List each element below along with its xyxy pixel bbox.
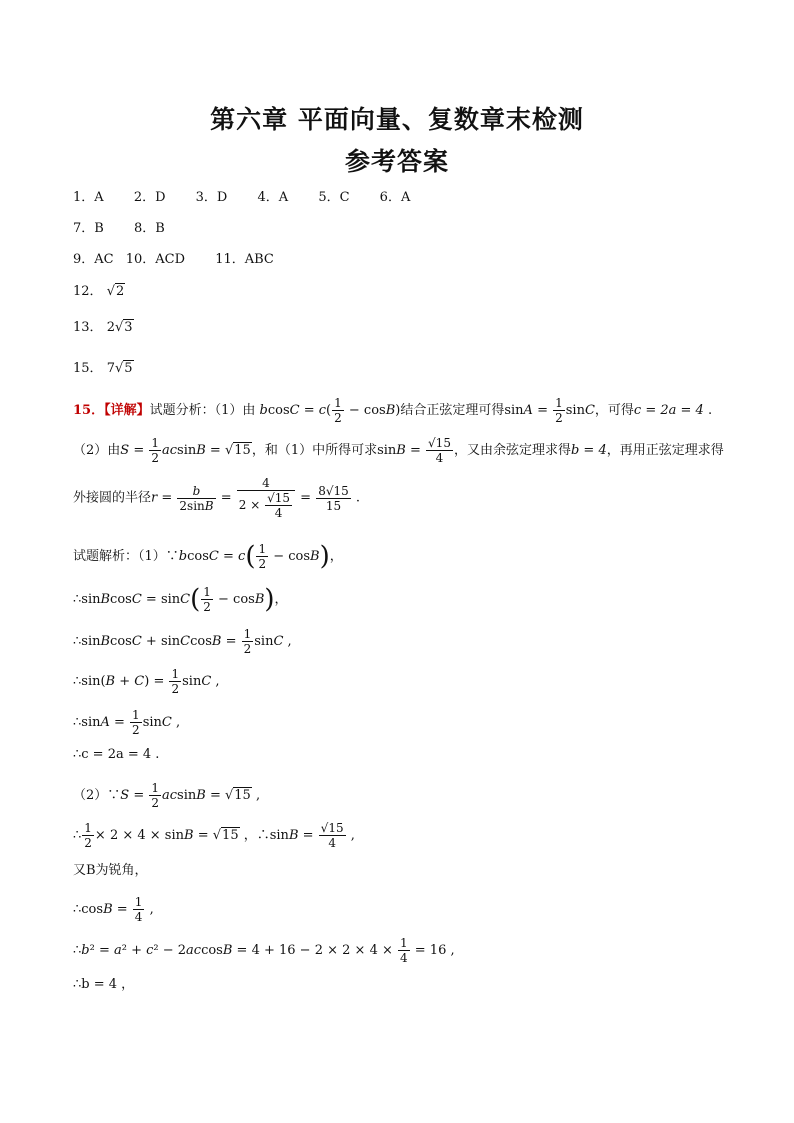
- answer-5: 5．C: [318, 190, 350, 205]
- detail-line-8: ∴ $\frac{1}{2}$ × 2 × 4 × sinB = √15 ，∴sinB = $\frac{√15}{4}$ ,: [73, 821, 355, 850]
- detail-line-7: （2）∵S = $\frac{1}{2}$ acsinB = √15 ,: [73, 781, 261, 810]
- detail-acute-note: 又B为锐角，: [73, 863, 148, 878]
- detail-line-1: 试题解析：（1）∵bcosC = c( $\frac{1}{2}$ − cosB)，: [73, 541, 343, 572]
- answer-10: 10．ACD: [125, 252, 186, 267]
- answer-13: [73, 316, 134, 335]
- analysis-part2-cos: ，又由余弦定理求得: [453, 443, 571, 458]
- answer-12-sqrt: √2: [106, 284, 125, 299]
- answer-15-number: 15．: [73, 361, 103, 376]
- answer-9: 9．AC: [73, 252, 114, 267]
- solution-label: 15．【详解】: [73, 403, 150, 418]
- analysis-radius-label: 外接圆的半径: [73, 490, 152, 506]
- analysis-part2-and: ，和（1）中所得可求: [251, 443, 378, 458]
- answer-6: 6．A: [379, 190, 411, 205]
- answer-4: 4．A: [257, 190, 289, 205]
- formula-given: b: [259, 403, 268, 418]
- answer-row-1: [73, 186, 410, 205]
- detail-line-4: ∴sin(B + C) = $\frac{1}{2}$ sinC ,: [73, 667, 220, 696]
- analysis-intro: 试题分析：（1）由: [149, 403, 256, 418]
- answer-3: 3．D: [195, 190, 228, 205]
- answer-12-number: 12．: [73, 284, 103, 299]
- analysis-part2-then: ，再用正弦定理求得: [606, 443, 724, 458]
- answer-8: 8．B: [133, 221, 165, 236]
- analysis-part2-b: b = 4: [570, 443, 607, 458]
- answer-7: 7．B: [73, 221, 104, 236]
- document-subtitle: 参考答案: [344, 147, 449, 176]
- answer-11: 11．ABC: [215, 252, 274, 267]
- answer-13-sqrt: √3: [114, 320, 133, 335]
- analysis-part2-intro: （2）由: [73, 443, 121, 458]
- answer-15-coef: 7: [106, 361, 115, 376]
- analysis-combine: 结合正弦定理可得: [400, 403, 505, 418]
- detail-line-5: ∴sinA = $\frac{1}{2}$ sinC ,: [73, 708, 181, 737]
- answer-13-coef: 2: [106, 320, 115, 335]
- analysis-result: c = 2a = 4: [633, 403, 704, 418]
- answer-12: [73, 280, 125, 299]
- answer-1: 1．A: [73, 190, 104, 205]
- analysis-line-3: 外接圆的半径r = $\frac{b}{2\sin B}$ = 4 2 × $\frac{√15}{4}$ = $\frac{8√15}{15}$ .: [73, 476, 361, 520]
- detail-part2-intro: （2）: [73, 788, 108, 803]
- detail-line-9: ∴cosB = $\frac{1}{4}$ ,: [73, 895, 154, 924]
- answer-2: 2．D: [133, 190, 166, 205]
- detail-line-6: ∴c = 2a = 4 .: [73, 747, 160, 762]
- detail-line-2: ∴sinBcosC = sinC( $\frac{1}{2}$ − cosB)，: [73, 584, 288, 615]
- detail-line-10: ∴b² = a² + c² − 2accosB = 4 + 16 − 2 × 2 × 4 × $\frac{1}{4}$ = 16 ,: [73, 936, 455, 965]
- answer-15-sqrt: √5: [114, 361, 133, 376]
- answer-13-number: 13．: [73, 320, 103, 335]
- answer-row-3: [73, 248, 274, 267]
- analysis-line-1: 15．【详解】试题分析：（1）由 bcosC = c( $\frac{1}{2}$ − cosB)结合正弦定理可得sinA = $\frac{1}{2}$ sinC，可得c = 2a = 4 .: [73, 396, 713, 425]
- detail-line-11: ∴b = 4 ，: [73, 977, 135, 992]
- analysis-line-2: （2）由S = $\frac{1}{2}$ acsinB = √15，和（1）中所得可求sinB = $\frac{√15}{4}$ ，又由余弦定理求得b = 4，再用正弦定理求得: [73, 436, 724, 465]
- detail-line-3: ∴sinBcosC + sinCcosB = $\frac{1}{2}$ sinC ,: [73, 627, 292, 656]
- answer-row-2: [73, 217, 165, 236]
- detail-intro: 试题解析：（1）: [73, 549, 166, 564]
- analysis-get: ，可得: [594, 403, 634, 418]
- answer-15: [73, 357, 134, 376]
- document-title: 第六章 平面向量、复数章末检测: [210, 105, 584, 134]
